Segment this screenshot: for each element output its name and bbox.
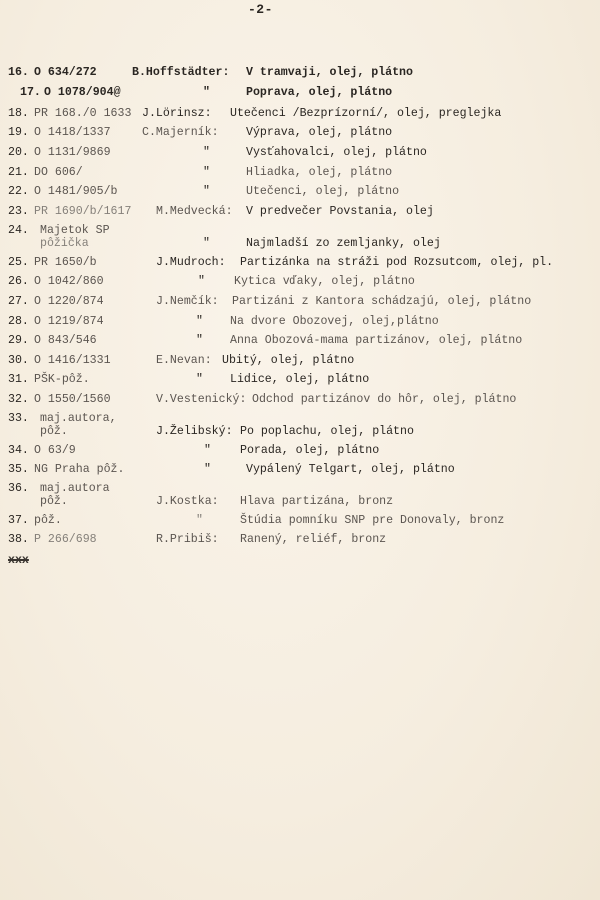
- entry-number: 24.: [8, 224, 29, 237]
- entry-number: 28.: [8, 315, 29, 328]
- inventory-number: O 634/272: [34, 66, 97, 79]
- inventory-number: O 1550/1560: [34, 393, 111, 406]
- artwork-description: Po poplachu, olej, plátno: [240, 425, 414, 438]
- artist-name: R.Pribiš:: [156, 533, 219, 546]
- inventory-number: O 1418/1337: [34, 126, 111, 139]
- ditto-mark: ": [196, 373, 203, 386]
- artwork-description: Ubitý, olej, plátno: [222, 354, 355, 367]
- entry-number: 31.: [8, 373, 29, 386]
- artwork-description: Poprava, olej, plátno: [246, 86, 393, 99]
- artwork-description: Vysťahovalci, olej, plátno: [246, 146, 427, 159]
- entry-number: 36.: [8, 482, 29, 495]
- artwork-description: Najmladší zo zemljanky, olej: [246, 237, 441, 250]
- artwork-description: Hliadka, olej, plátno: [246, 166, 393, 179]
- inventory-number: pôž.: [34, 514, 62, 527]
- inventory-number: O 1219/874: [34, 315, 104, 328]
- inventory-number: O 1220/874: [34, 295, 104, 308]
- ditto-mark: ": [196, 315, 203, 328]
- ditto-mark: ": [196, 334, 203, 347]
- entry-number: 34.: [8, 444, 29, 457]
- inventory-number: O 1078/904@: [44, 86, 121, 99]
- ditto-mark: ": [196, 514, 203, 527]
- ditto-mark: ": [203, 166, 210, 179]
- ditto-mark: ": [203, 146, 210, 159]
- inventory-number: maj.autora,: [40, 412, 117, 425]
- artwork-description: Utečenci, olej, plátno: [246, 185, 400, 198]
- artist-name: J.Kostka:: [156, 495, 219, 508]
- list-item: [0, 224, 600, 252]
- entry-number: 32.: [8, 393, 29, 406]
- artist-name: J.Mudroch:: [156, 256, 226, 269]
- page-number: -2-: [248, 2, 273, 17]
- artist-name: M.Medvecká:: [156, 205, 233, 218]
- ditto-mark: ": [204, 444, 211, 457]
- ditto-mark: ": [204, 463, 211, 476]
- entry-number: 19.: [8, 126, 29, 139]
- artwork-description: Lidice, olej, plátno: [230, 373, 370, 386]
- inventory-number: NG Praha pôž.: [34, 463, 125, 476]
- inventory-number: PR 1690/b/1617: [34, 205, 132, 218]
- ditto-mark: ": [203, 185, 210, 198]
- inventory-number: PR 1650/b: [34, 256, 97, 269]
- artwork-description: Vypálený Telgart, olej, plátno: [246, 463, 455, 476]
- artwork-description: Štúdia pomníku SNP pre Donovaly, bronz: [240, 514, 505, 527]
- entry-number: 22.: [8, 185, 29, 198]
- inventory-number: O 1481/905/b: [34, 185, 118, 198]
- struck-out-mark: xxx: [8, 554, 29, 567]
- ditto-mark: ": [203, 237, 210, 250]
- entry-number: 20.: [8, 146, 29, 159]
- artist-name: J.Lörinsz:: [142, 107, 212, 120]
- entry-number: 21.: [8, 166, 29, 179]
- list-item: [0, 412, 600, 440]
- entry-number: 35.: [8, 463, 29, 476]
- entry-number: 17.: [20, 86, 41, 99]
- inventory-number: DO 606/: [34, 166, 83, 179]
- artwork-description: Hlava partizána, bronz: [240, 495, 394, 508]
- inventory-number: P 266/698: [34, 533, 97, 546]
- inventory-number: O 1416/1331: [34, 354, 111, 367]
- loan-note: pôžička: [40, 237, 89, 250]
- ditto-mark: ": [198, 275, 205, 288]
- inventory-number: PR 168./0 1633: [34, 107, 132, 120]
- entry-number: 27.: [8, 295, 29, 308]
- artwork-description: Ranený, reliéf, bronz: [240, 533, 387, 546]
- artwork-description: Kytica vďaky, olej, plátno: [234, 275, 415, 288]
- artwork-description: Partizáni z Kantora schádzajú, olej, plátno: [232, 295, 532, 308]
- loan-note: pôž.: [40, 495, 68, 508]
- ditto-mark: ": [203, 86, 210, 99]
- entry-number: 29.: [8, 334, 29, 347]
- entry-number: 16.: [8, 66, 29, 79]
- artist-name: C.Majerník:: [142, 126, 219, 139]
- inventory-number: Majetok SP: [40, 224, 110, 237]
- inventory-number: O 1042/860: [34, 275, 104, 288]
- loan-note: pôž.: [40, 425, 68, 438]
- artwork-description: Porada, olej, plátno: [240, 444, 380, 457]
- artist-name: E.Nevan:: [156, 354, 212, 367]
- entry-number: 26.: [8, 275, 29, 288]
- artist-name: J.Želibský:: [156, 425, 233, 438]
- artwork-description: Na dvore Obozovej, olej,plátno: [230, 315, 439, 328]
- entry-number: 23.: [8, 205, 29, 218]
- artwork-description: Anna Obozová-mama partizánov, olej, plátno: [230, 334, 523, 347]
- artwork-description: Partizánka na stráži pod Rozsutcom, olej, pl.: [240, 256, 554, 269]
- inventory-number: O 1131/9869: [34, 146, 111, 159]
- entry-number: 18.: [8, 107, 29, 120]
- inventory-number: O 63/9: [34, 444, 76, 457]
- artist-name: B.Hoffstädter:: [132, 66, 230, 79]
- entry-number: 25.: [8, 256, 29, 269]
- artwork-description: Utečenci /Bezprízorní/, olej, preglejka: [230, 107, 502, 120]
- artwork-description: V tramvaji, olej, plátno: [246, 66, 413, 79]
- artwork-description: Odchod partizánov do hôr, olej, plátno: [252, 393, 517, 406]
- artwork-description: Výprava, olej, plátno: [246, 126, 393, 139]
- inventory-number: O 843/546: [34, 334, 97, 347]
- artwork-description: V predvečer Povstania, olej: [246, 205, 434, 218]
- entry-number: 33.: [8, 412, 29, 425]
- entry-number: 37.: [8, 514, 29, 527]
- inventory-number: PŠK-pôž.: [34, 373, 90, 386]
- inventory-number: maj.autora: [40, 482, 110, 495]
- artist-name: J.Nemčík:: [156, 295, 219, 308]
- entry-number: 30.: [8, 354, 29, 367]
- entry-number: 38.: [8, 533, 29, 546]
- list-item: [0, 482, 600, 510]
- artist-name: V.Vestenický:: [156, 393, 247, 406]
